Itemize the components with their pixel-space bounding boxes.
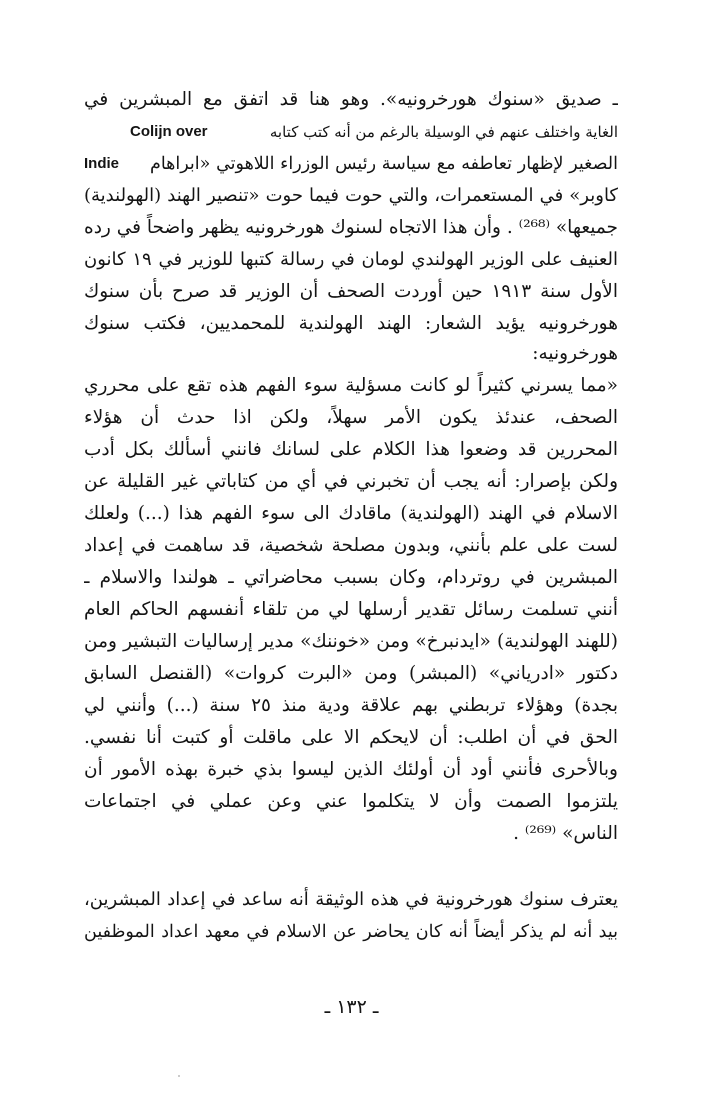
latin-book-title: Colijn over xyxy=(130,123,208,140)
latin-book-title-cont: Indie xyxy=(84,155,120,172)
text-line-final-2: بيد أنه لم يذكر أيضاً أنه كان يحاضر عن الاسلام في معهد اعداد الموظفين xyxy=(84,922,618,942)
quote-line-4: ولكن بإصرار: أنه يجب أن تخبرني في أي من كتاباتي غير القليلة عن xyxy=(84,471,618,492)
scan-speck xyxy=(178,1075,180,1077)
quote-line-5: الاسلام في الهند (الهولندية) ماقادك الى سوء الفهم هذا (...) ولعلك xyxy=(84,503,618,524)
quote-line-9: (للهند الهولندية) «ايدنبرخ» ومن «خوننك» مدير إرساليات التبشير ومن xyxy=(84,631,618,652)
text-line-3: الصغير لإظهار تعاطفه مع سياسة رئيس الوزراء اللاهوتي «ابراهام xyxy=(150,154,618,174)
quote-line-11: بجدة) وهؤلاء تربطني بهم علاقة ودية منذ ٢٥ سنة (...) وأنني لي xyxy=(84,695,618,716)
page-number: ـ ١٣٢ ـ xyxy=(324,996,379,1018)
quote-line-8: أنني تسلمت رسائل تقدير أرسلها لي من تلقاء أنفسهم الحاكم العام xyxy=(84,599,618,620)
text-line-9: هورخرونيه: xyxy=(532,343,618,364)
text-line-4: كاوبر» في المستعمرات، والتي حوت فيما حوت «تنصير الهند (الهولندية) xyxy=(84,185,618,206)
text-line-7: الأول سنة ١٩١٣ حين أوردت الصحف أن الوزير قد صرح بأن سنوك xyxy=(84,281,618,302)
quote-line-15: الناس» ⁽²⁶⁹⁾ . xyxy=(513,823,618,844)
quote-line-6: لست على علم بأنني، وبدون مصلحة شخصية، قد ساهمت في إعداد xyxy=(84,535,618,556)
quote-line-12: الحق في أن اطلب: أن لايحكم الا على ماقلت أو كتبت أنا نفسي. xyxy=(84,727,618,748)
text-line-6: العنيف على الوزير الهولندي لومان في رسالة كتبها للوزير في ١٩ كانون xyxy=(84,249,618,270)
quote-line-13: وبالأحرى فأنني أود أن أولئك الذين ليسوا بذي خبرة بهذه الأمور أن xyxy=(84,759,618,780)
text-line-2: الغاية واختلف عنهم في الوسيلة بالرغم من أنه كتب كتابه xyxy=(269,123,618,141)
quote-line-14: يلتزموا الصمت وأن لا يتكلموا عني وعن عملي في اجتماعات xyxy=(84,791,618,812)
quote-line-2: الصحف، عندئذ يكون الأمر سهلاً، ولكن اذا حدث أن هؤلاء xyxy=(84,407,618,428)
quote-line-10: دكتور «ادرياني» (المبشر) ومن «البرت كروات» (القنصل السابق xyxy=(84,663,618,684)
quote-line-1: «مما يسرني كثيراً لو كانت مسؤلية سوء الفهم هذه تقع على محرري xyxy=(84,375,618,396)
text-line-5: جميعها» ⁽²⁶⁸⁾ . وأن هذا الاتجاه لسنوك هورخرونيه يظهر واضحاً في رده xyxy=(84,217,618,238)
quote-line-3: المحررين قد وضعوا هذا الكلام على لسانك فانني أسألك بكل أدب xyxy=(84,439,618,460)
text-line-final-1: يعترف سنوك هورخرونية في هذه الوثيقة أنه ساعد في إعداد المبشرين، xyxy=(84,889,618,910)
text-line-8: هورخرونيه يؤيد الشعار: الهند الهولندية للمحمديين، فكتب سنوك xyxy=(84,313,618,334)
text-line-1: ـ صديق «سنوك هورخرونيه». وهو هنا قد اتفق مع المبشرين في xyxy=(84,89,618,110)
quote-line-7: المبشرين في روتردام، وكان بسبب محاضراتي ـ هولندا والاسلام ـ xyxy=(84,567,618,588)
